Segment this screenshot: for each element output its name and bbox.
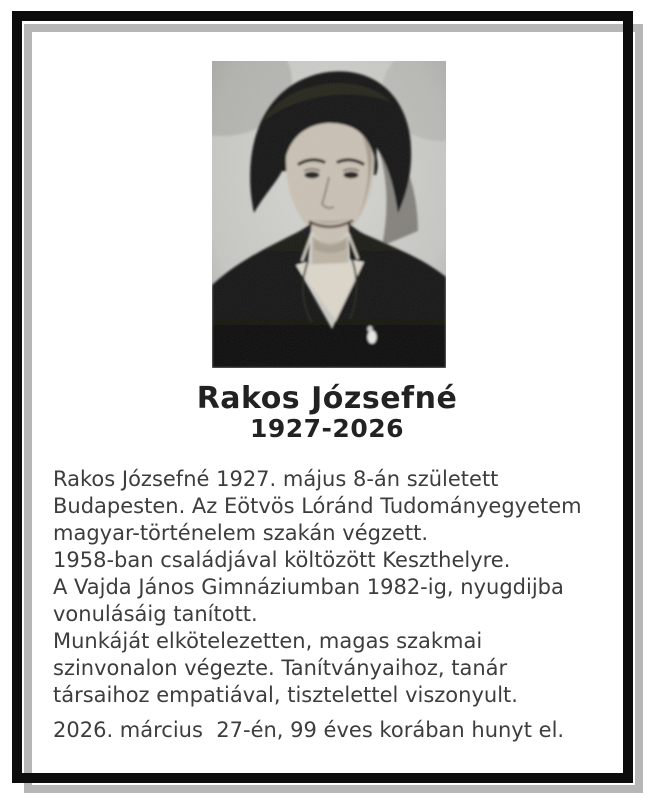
bio-line: 1958-ban családjával költözött Keszthelyre.	[53, 548, 511, 572]
life-years: 1927-2026	[249, 414, 405, 443]
bio-line: magyar-történelem szakán végzett.	[53, 521, 429, 545]
bio-line: szinvonalon végezte. Tanítványaihoz, tanár	[53, 656, 508, 680]
bio-line: Budapesten. Az Eötvös Lóránd Tudományegyetem	[53, 494, 582, 518]
bio-line: társaihoz empatiával, tisztelettel viszonyult.	[53, 683, 518, 707]
bio-line: vonulásáig tanított.	[53, 602, 258, 626]
bio-line: A Vajda János Gimnáziumban 1982-ig, nyugdijba	[53, 575, 564, 599]
biography-text	[53, 466, 613, 709]
portrait-photo	[212, 61, 446, 368]
death-date-line: 2026. március 27-én, 99 éves korában hunyt el.	[53, 718, 565, 742]
portrait-photo-image	[212, 61, 446, 368]
photo-grain	[212, 61, 446, 368]
bio-line: Rakos Józsefné 1927. május 8-án született	[53, 467, 499, 491]
deceased-name: Rakos Józsefné	[196, 381, 458, 416]
bio-line: Munkáját elkötelezetten, magas szakmai	[53, 629, 483, 653]
